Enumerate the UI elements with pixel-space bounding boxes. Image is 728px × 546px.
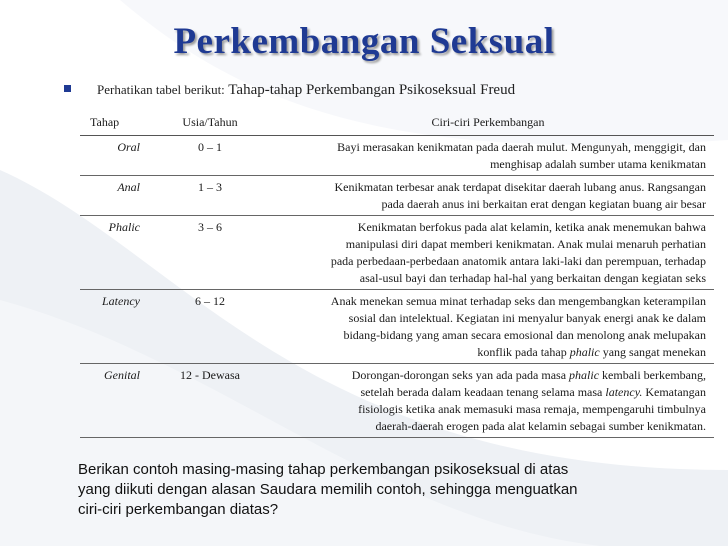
table-row [80, 216, 714, 290]
cell-tahap: Latency [80, 290, 158, 364]
question-text: Berikan contoh masing-masing tahap perkembangan psikoseksual di atas yang diikuti dengan alasan Saudara memilih contoh, sehingga menguatkan ciri-ciri perkembangan diatas? [78, 461, 578, 518]
cell-ciri: Kenikmatan berfokus pada alat kelamin, ketika anak menemukan bahwa manipulasi diri dapat memberi kenikmatan. Anak mulai menaruh perhatian pada perbedaan-perbedaan anatomik antara laki-laki dan perempuan, terhadap asal-usul bayi dan terhadap hal-hal yang berkaitan dengan kegiatan seks [262, 216, 714, 290]
square-bullet-icon [64, 85, 71, 92]
cell-ciri: Dorongan-dorongan seks yan ada pada masa phalic kembali berkembang, setelah berada dalam keadaan tenang selama masa latency. Kematangan fisiologis ketika anak memasuki masa remaja, mempengaruhi timbulnya daerah-daerah erogen pada alat kelamin sebagai sumber kenikmatan. [262, 364, 714, 438]
cell-ciri: Kenikmatan terbesar anak terdapat disekitar daerah lubang anus. Rangsangan pada daerah anus ini berkaitan erat dengan kegiatan buang air besar [262, 176, 714, 216]
subtitle [64, 82, 515, 99]
slide-title: Perkembangan Seksual [173, 21, 555, 62]
table-row [80, 290, 714, 364]
cell-tahap: Anal [80, 176, 158, 216]
header-ciri: Ciri-ciri Perkembangan [262, 112, 714, 136]
cell-usia: 12 - Dewasa [158, 364, 262, 438]
cell-tahap: Oral [80, 136, 158, 176]
cell-usia: 1 – 3 [158, 176, 262, 216]
cell-ciri: Anak menekan semua minat terhadap seks dan mengembangkan keterampilan sosial dan intelektual. Kegiatan ini menyalur banyak energi anak ke dalam bidang-bidang yang aman secara emosional dan menolong anak melupakan konflik pada tahap phalic yang sangat menekan [262, 290, 714, 364]
table-row [80, 136, 714, 176]
cell-usia: 3 – 6 [158, 216, 262, 290]
subtitle-lead: Perhatikan tabel berikut: [97, 82, 225, 97]
table-row [80, 364, 714, 438]
table-header-row [80, 112, 714, 136]
cell-tahap: Phalic [80, 216, 158, 290]
header-tahap: Tahap [80, 112, 158, 136]
cell-usia: 0 – 1 [158, 136, 262, 176]
header-usia: Usia/Tahun [158, 112, 262, 136]
stages-table [80, 112, 714, 438]
cell-ciri: Bayi merasakan kenikmatan pada daerah mulut. Mengunyah, menggigit, dan menghisap adalah sumber utama kenikmatan [262, 136, 714, 176]
subtitle-main: Tahap-tahap Perkembangan Psikoseksual Freud [228, 82, 516, 98]
cell-usia: 6 – 12 [158, 290, 262, 364]
cell-tahap: Genital [80, 364, 158, 438]
table-row [80, 176, 714, 216]
stages-table-wrap [80, 112, 714, 438]
